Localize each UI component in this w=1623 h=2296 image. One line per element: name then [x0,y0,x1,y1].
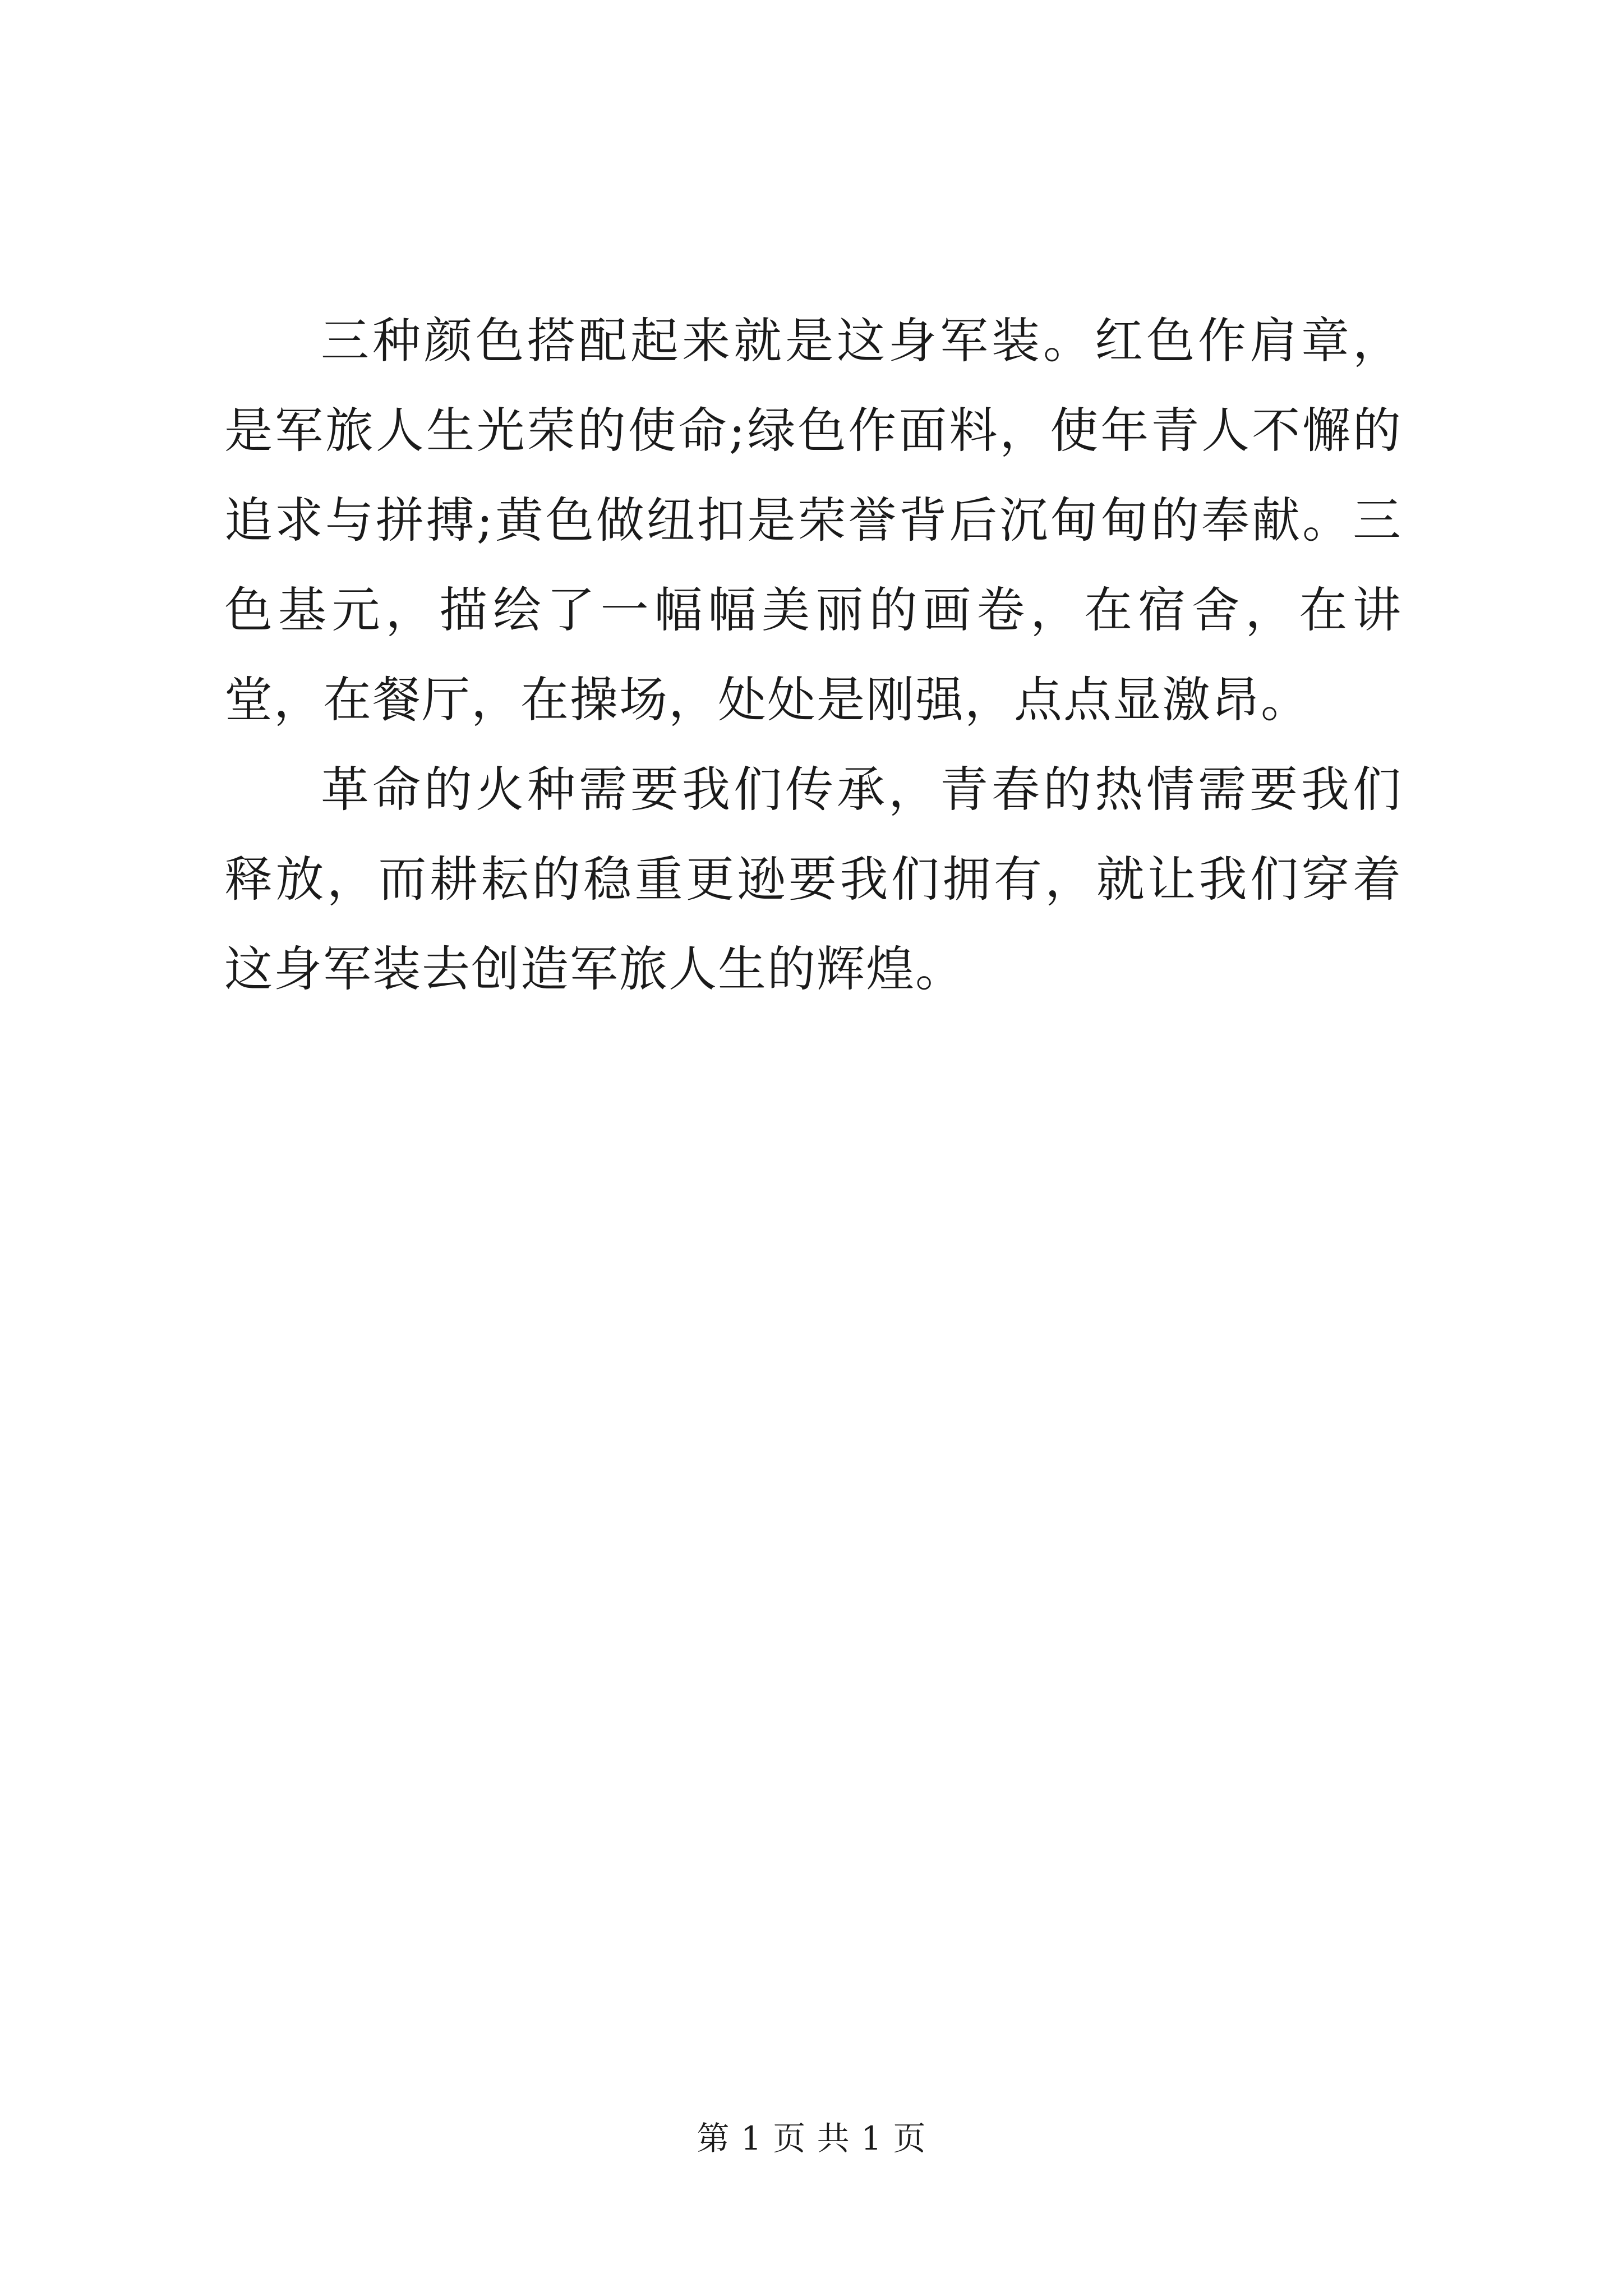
paragraph-1: 三种颜色搭配起来就是这身军装。红色作肩章，是军旅人生光荣的使命;绿色作面料，使年青人不懈的追求与拼搏;黄色做纽扣是荣誉背后沉甸甸的奉献。三色基元，描绘了一幅幅美丽的画卷，在宿舍，在讲堂，在餐厅，在操场，处处是刚强，点点显激昂。 [224,313,1402,728]
paragraph-2: 革命的火种需要我们传承，青春的热情需要我们释放，而耕耘的稳重更逊要我们拥有，就让我们穿着这身军装去创造军旅人生的辉煌。 [224,762,1402,997]
document-body [224,296,1402,1014]
page-number-footer: 第 1 页 共 1 页 [697,2119,926,2157]
